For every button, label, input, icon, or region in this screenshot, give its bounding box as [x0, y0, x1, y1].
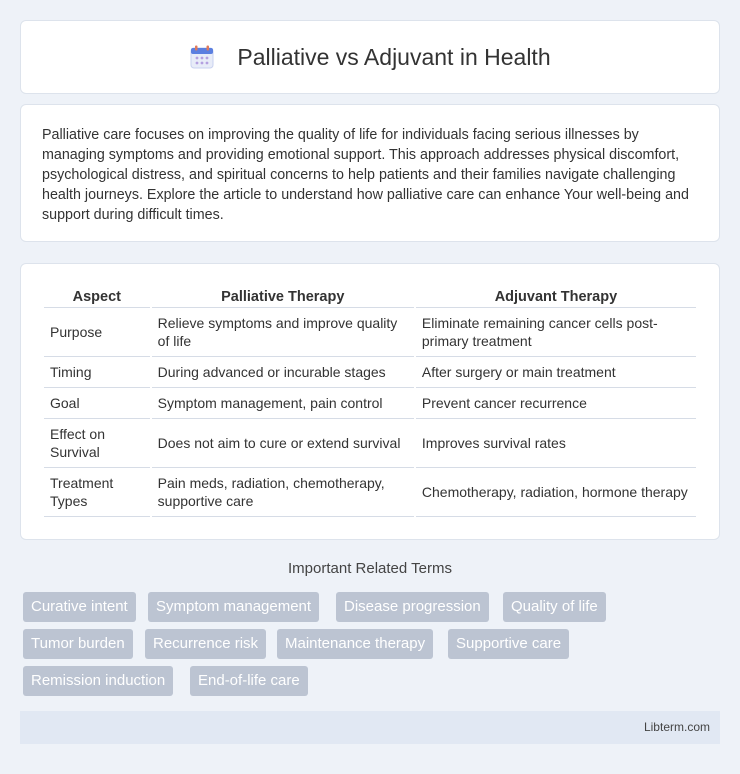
table-cell: Chemotherapy, radiation, hormone therapy [416, 468, 696, 517]
table-row [44, 419, 696, 468]
term-tag[interactable]: Tumor burden [23, 629, 133, 659]
comparison-table-card [20, 263, 720, 540]
header-aspect: Aspect [44, 286, 150, 308]
table-cell: Goal [44, 388, 150, 419]
table-cell: Symptom management, pain control [152, 388, 414, 419]
term-tag[interactable]: Curative intent [23, 592, 136, 622]
comparison-table [42, 286, 698, 517]
intro-card [20, 104, 720, 242]
footer-site-link[interactable]: Libterm.com [643, 720, 710, 734]
table-cell: Does not aim to cure or extend survival [152, 419, 414, 468]
table-cell: Improves survival rates [416, 419, 696, 468]
term-tag[interactable]: Remission induction [23, 666, 173, 696]
table-cell: Purpose [44, 308, 150, 357]
term-tag[interactable]: Symptom management [148, 592, 319, 622]
table-cell: Timing [44, 357, 150, 388]
table-cell: After surgery or main treatment [416, 357, 696, 388]
header-adjuvant: Adjuvant Therapy [416, 286, 696, 308]
page-title: Palliative vs Adjuvant in Health [237, 43, 551, 70]
table-cell: Effect on Survival [44, 419, 150, 468]
table-row [44, 388, 696, 419]
calendar-icon [189, 44, 215, 70]
table-cell: Prevent cancer recurrence [416, 388, 696, 419]
table-header-row [44, 286, 696, 308]
table-row [44, 468, 696, 517]
table-cell: Relieve symptoms and improve quality of life [152, 308, 414, 357]
term-tag[interactable]: Disease progression [336, 592, 489, 622]
intro-text: Palliative care focuses on improving the quality of life for individuals facing serious illnesses by managing symptoms and providing emotional support. This approach addresses physical discomfort, psychological distress, and spiritual concerns to help patients and their families navigate challenging health journeys. Explore the article to understand how palliative care can enhance Your well-being and support during difficult times. [42, 127, 689, 223]
footer [20, 711, 720, 744]
table-row [44, 308, 696, 357]
header-card [20, 20, 720, 94]
term-tag[interactable]: Quality of life [503, 592, 606, 622]
term-tag[interactable]: Maintenance therapy [277, 629, 433, 659]
related-terms-title: Important Related Terms [288, 560, 452, 577]
term-tag[interactable]: Recurrence risk [145, 629, 266, 659]
table-cell: Eliminate remaining cancer cells post-primary treatment [416, 308, 696, 357]
table-cell: Pain meds, radiation, chemotherapy, supportive care [152, 468, 414, 517]
table-cell: Treatment Types [44, 468, 150, 517]
header-palliative: Palliative Therapy [152, 286, 414, 308]
term-tag[interactable]: End-of-life care [190, 666, 308, 696]
table-row [44, 357, 696, 388]
table-cell: During advanced or incurable stages [152, 357, 414, 388]
term-tag[interactable]: Supportive care [448, 629, 569, 659]
